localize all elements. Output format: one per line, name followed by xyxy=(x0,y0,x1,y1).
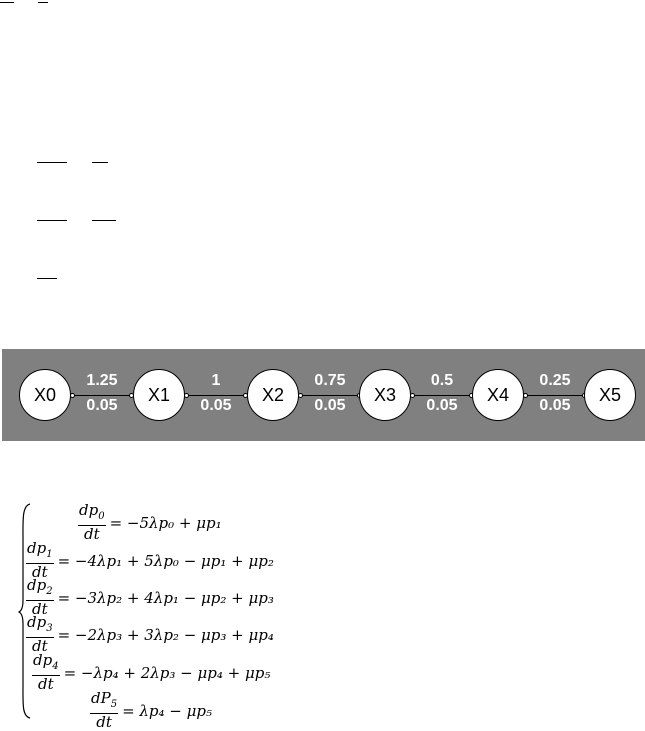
state-node xyxy=(133,369,185,421)
state-label: X5 xyxy=(598,384,622,405)
derivative-subscript: 2 xyxy=(46,586,53,597)
equation-rhs: = −2λp₃ + 3λp₂ − μp₃ + μp₄ xyxy=(57,625,274,644)
transition-edge xyxy=(299,371,361,419)
derivative-denominator: dt xyxy=(31,563,48,581)
derivative-fraction xyxy=(90,690,118,731)
derivative-denominator: dt xyxy=(83,525,100,543)
derivative-numerator: dp xyxy=(27,576,47,594)
derivative-subscript: 3 xyxy=(46,623,53,634)
derivative-fraction xyxy=(26,577,54,618)
equation-row xyxy=(90,690,212,731)
backward-rate: 0.05 xyxy=(86,397,118,414)
forward-rate: 0.5 xyxy=(430,372,454,389)
backward-rate: 0.05 xyxy=(200,397,232,414)
fraction-bar xyxy=(37,220,67,221)
derivative-fraction xyxy=(78,502,106,543)
equation-row xyxy=(26,614,274,655)
derivative-subscript: 1 xyxy=(46,549,53,560)
derivative-denominator: dt xyxy=(96,713,112,731)
forward-rate: 1.25 xyxy=(86,372,118,389)
transition-edge xyxy=(185,371,247,419)
state-label: X1 xyxy=(147,384,171,405)
derivative-numerator: dp xyxy=(27,539,47,557)
top-fraction-bar-left xyxy=(0,2,14,3)
forward-rate: 0.25 xyxy=(539,372,571,389)
fraction-bar xyxy=(37,278,57,279)
fraction-bar xyxy=(92,162,108,163)
transition-edge xyxy=(411,371,473,419)
equation-rhs: = −λp₄ + 2λp₃ − μp₄ + μp₅ xyxy=(63,663,271,682)
equation-rhs: = −4λp₁ + 5λp₀ − μp₁ + μp₂ xyxy=(57,551,274,570)
derivative-subscript: 5 xyxy=(110,699,118,710)
state-chain-diagram xyxy=(2,349,645,441)
state-label: X2 xyxy=(261,384,285,405)
equation-rhs: = −5λp₀ + μp₁ xyxy=(109,513,222,532)
state-node xyxy=(472,369,524,421)
derivative-numerator: dp xyxy=(79,501,99,519)
fraction-bar xyxy=(37,162,67,163)
state-node xyxy=(359,369,411,421)
fraction-bar xyxy=(92,220,116,221)
forward-rate: 0.75 xyxy=(314,372,346,389)
state-node xyxy=(584,369,636,421)
derivative-numerator: dp xyxy=(33,651,53,669)
equation-rhs: = −3λp₂ + 4λp₁ − μp₂ + μp₃ xyxy=(57,588,274,607)
edge-line xyxy=(71,395,133,396)
edge-line xyxy=(185,395,247,396)
derivative-fraction xyxy=(32,652,60,693)
derivative-denominator: dt xyxy=(31,637,48,655)
edge-line xyxy=(299,395,361,396)
edge-line xyxy=(524,395,586,396)
state-label: X3 xyxy=(373,384,397,405)
derivative-denominator: dt xyxy=(37,675,54,693)
derivative-denominator: dt xyxy=(31,600,48,618)
derivative-numerator: dP xyxy=(91,689,111,707)
backward-rate: 0.05 xyxy=(539,397,571,414)
backward-rate: 0.05 xyxy=(314,397,346,414)
derivative-fraction xyxy=(26,614,54,655)
top-fraction-bar-right xyxy=(38,2,48,3)
state-node xyxy=(247,369,299,421)
equation-row xyxy=(26,577,274,618)
derivative-subscript: 4 xyxy=(52,661,59,672)
equation-rhs: = λp₄ − μp₅ xyxy=(122,701,213,720)
equation-row xyxy=(78,502,222,543)
equation-row xyxy=(32,652,270,693)
equation-row xyxy=(26,540,274,581)
state-label: X4 xyxy=(486,384,510,405)
state-label: X0 xyxy=(33,384,57,405)
derivative-numerator: dp xyxy=(27,613,47,631)
derivative-subscript: 0 xyxy=(98,511,105,522)
transition-edge xyxy=(71,371,133,419)
forward-rate: 1 xyxy=(211,372,221,389)
transition-edge xyxy=(524,371,586,419)
edge-line xyxy=(411,395,473,396)
derivative-fraction xyxy=(26,540,54,581)
state-node xyxy=(19,369,71,421)
backward-rate: 0.05 xyxy=(426,397,458,414)
equation-system xyxy=(18,500,338,731)
